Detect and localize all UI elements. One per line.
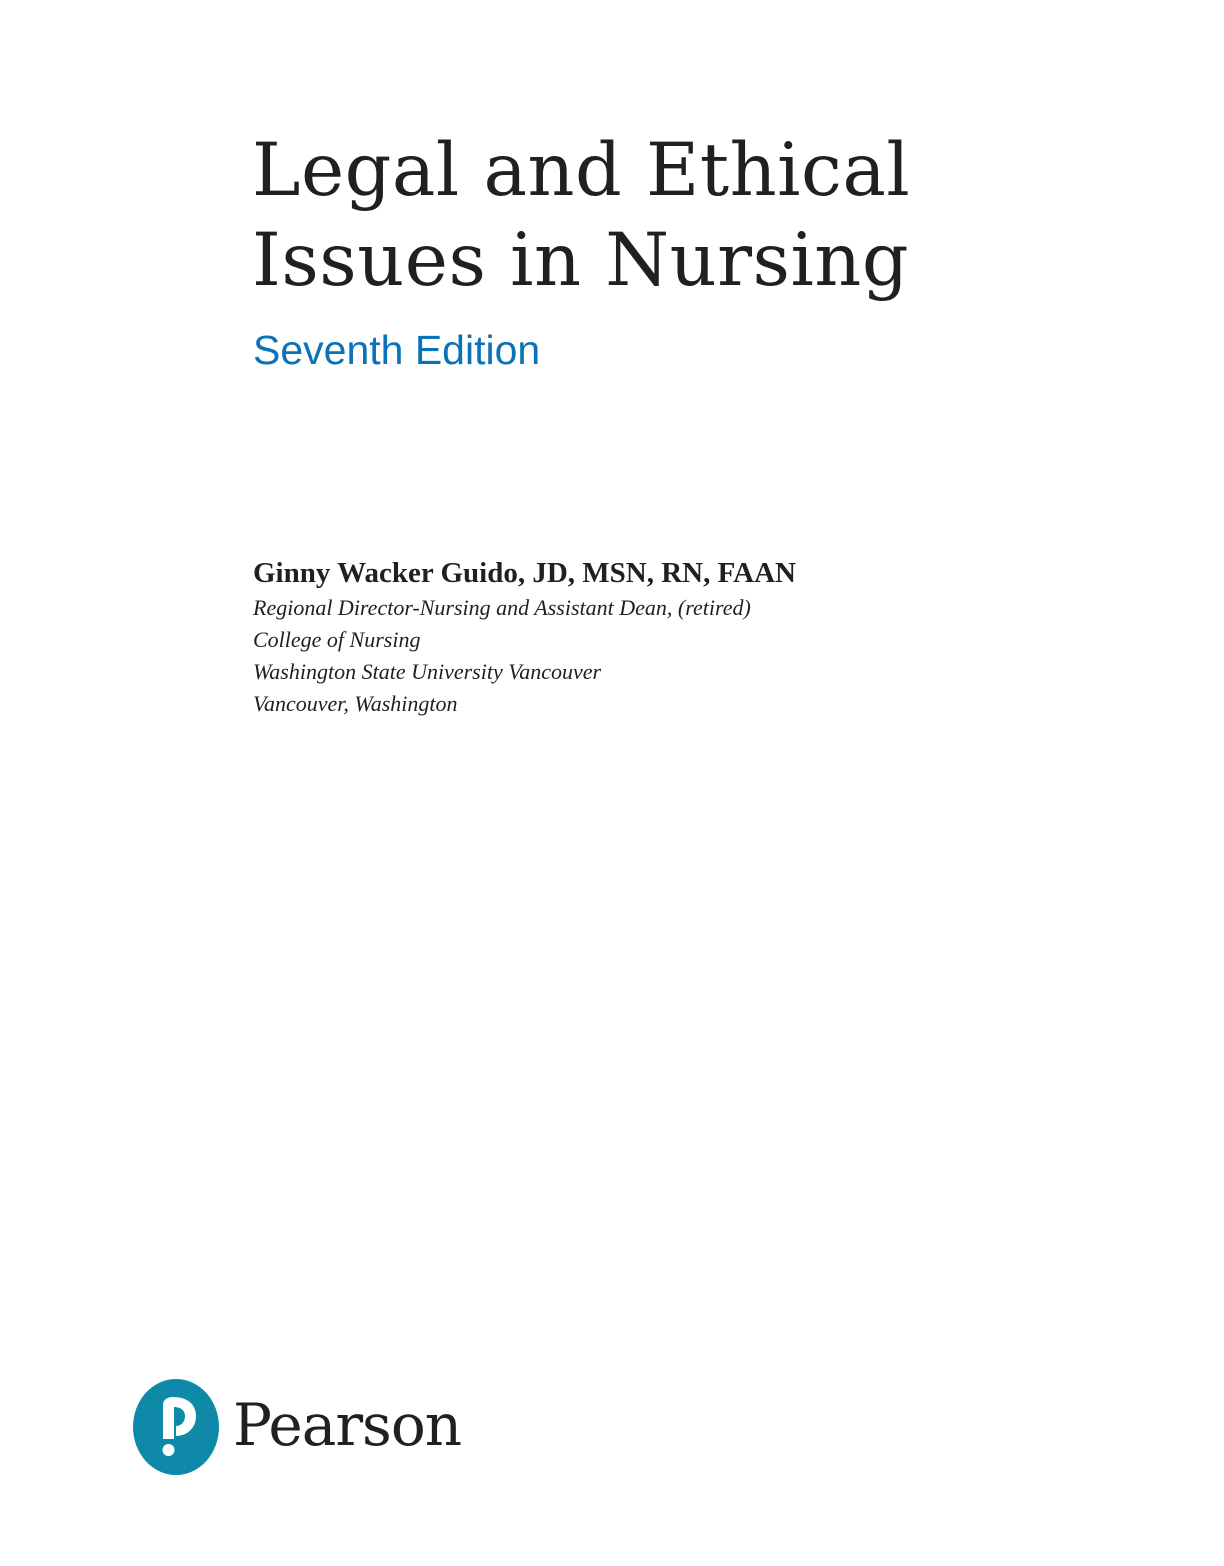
publisher-name: Pearson: [233, 1391, 462, 1459]
author-block: [253, 555, 796, 720]
book-title-line-1: Legal and Ethical: [252, 128, 911, 213]
edition-label: Seventh Edition: [253, 327, 541, 373]
pearson-p-logo-icon: [133, 1379, 219, 1475]
author-name: Ginny Wacker Guido, JD, MSN, RN, FAAN: [253, 557, 796, 589]
book-title: [252, 126, 910, 306]
author-affiliation-line: Washington State University Vancouver: [253, 659, 602, 684]
book-title-line-2: Issues in Nursing: [252, 218, 910, 303]
author-affiliation-line: College of Nursing: [253, 627, 421, 652]
publisher-logo: [133, 1379, 463, 1475]
author-affiliation-line: Regional Director-Nursing and Assistant Dean, (retired): [253, 595, 751, 620]
author-affiliation-line: Vancouver, Washington: [253, 691, 458, 716]
